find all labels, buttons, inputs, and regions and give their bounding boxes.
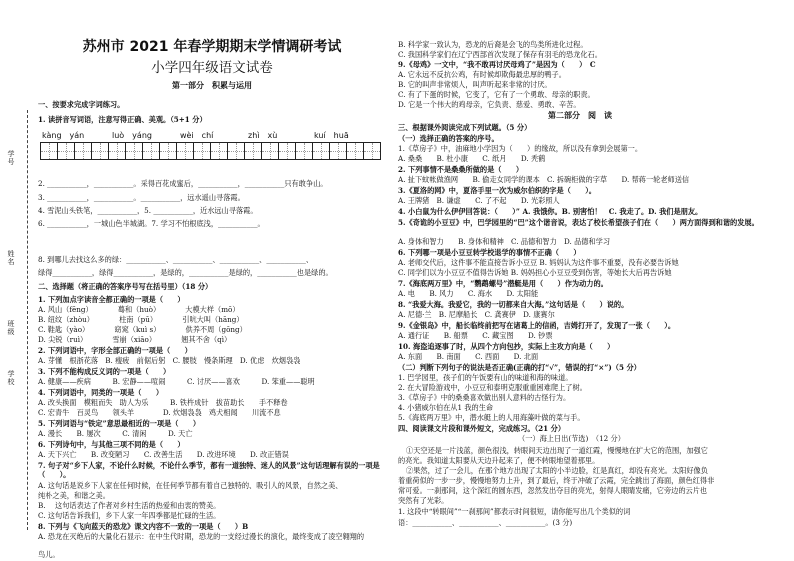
passage-line: ①天空还是一片浅蓝，颜色很浅，转眼间天边出现了一道红霞，慢慢地在扩大它的范围，加强它 xyxy=(406,446,708,455)
question-text: 4. 下列词语中，同类的一项是（ ） xyxy=(38,388,164,397)
fill-blank-line: 6. ___________，一城山色半城湖。7. 学习不怕根底浅，___________。 xyxy=(38,219,265,228)
part-heading: 第二部分 阅 读 xyxy=(548,110,612,120)
option-line: A. 王牌猪 B. 谦虚 C. 了不起 D. 光彩照人 xyxy=(398,196,560,205)
question-text: 4. 小白鼠为什么伊伊回答说：（ ）” A. 我饿你。B. 别害怕！ C. 我走了。D. 我们是朋友。 xyxy=(398,207,703,216)
section-heading: 一、按要求完成字词练习。 xyxy=(38,100,125,109)
passage-title: （一）海上日出(节选) （12 分） xyxy=(518,434,625,443)
passage-line: 着重荷似的一步一步，慢慢地努力上升，到了最后，终于冲破了云霞，完全跳出了海面，颜色红得非 xyxy=(398,476,715,485)
question-text: 1.《草房子》中，油麻地小学因为（ ）的缘故，所以没有拿到会展第一。 xyxy=(398,144,643,153)
option-line: A. 漫长 B. 屡次 C. 清闲 D. 天亡 xyxy=(38,429,193,438)
question-text: 1. 下列加点字读音全都正确的一项是（ ） xyxy=(38,295,185,304)
option-line: A. 通行证 B. 船票 C. 藏宝图 D. 钞票 xyxy=(398,331,553,340)
option-line: C. 同学们以为小豆豆不值得告诉她 B. 妈妈担心小豆豆受到伤害，等她长大后再告诉她 xyxy=(398,268,672,277)
binding-margin xyxy=(0,0,34,561)
pinyin-label: luò yáng xyxy=(112,131,152,140)
question-text: 1. 读拼音写词语，注意写得正确、美观。（5+1 分） xyxy=(38,115,207,124)
writing-grid[interactable] xyxy=(176,142,245,159)
question-text: 10. 海盗追逐事了时，从四个方向包抄，实际上主攻方向是（ ） xyxy=(398,342,615,351)
writing-grid[interactable] xyxy=(244,142,313,159)
judgement-line: 1. 巴学园里，孩子们的午饭要有山的味道和海的味道。 xyxy=(398,373,573,382)
judgement-line: 4. 小猪威尔伯在从1 我的生命 xyxy=(398,403,494,412)
fill-blank-line: 绿得___________，绿得___________，是绿的，___________是绿的，___________也是绿的。 xyxy=(38,268,333,277)
right-column xyxy=(398,0,782,561)
left-column xyxy=(38,0,386,561)
writing-grid[interactable] xyxy=(108,142,177,159)
question-text: 3.《夏洛的网》中，夏洛手里一次为威尔伯织的字是（ ）。 xyxy=(398,186,596,195)
passage-line: 的亮光。我知道太阳要从天边升起来了，便不转眼地望着那里。 xyxy=(398,456,600,465)
fill-blank-line: 8. 到哪儿去找这么多的绿：___________、___________、___________、___________、 xyxy=(38,255,314,264)
option-line: A. 风山（fēng） 蓦和（huò） 大模大样（mō） xyxy=(38,305,240,314)
margin-label-school: 学校 xyxy=(7,370,15,386)
option-line: D. 它是一个伟大的鸡母亲，它负责、慈爱、勇敢、辛苦。 xyxy=(398,100,581,109)
option-line: C. 鞋匙（yào） 窈窕（kuì s） 供养不周（gōng） xyxy=(38,325,247,334)
option-line: A. 天下兴亡 B. 改变陋习 C. 改善生活 D. 改进环境 D. 改正错误 xyxy=(38,450,289,459)
option-line: A. 它永远不反抗公鸡，有时候却欺侮最忠厚的鸭子。 xyxy=(398,70,566,79)
question-text: 9.《母鸡》一文中，“我不敢再讨厌母鸡了”是因为（ ） C xyxy=(398,60,596,69)
passage-line: ②果然，过了一会儿，在那个地方出现了太阳的小半边脸，红是真红，却没有亮光。太阳好像负 xyxy=(406,466,708,475)
option-line: 纯朴之美，和谐之美。 xyxy=(38,491,110,500)
question-text: 7. 句子对“乡下人家，不论什么时候，不论什么季节，都有一道独特、迷人的风景”这句话理解有误的一项是（ ）。 xyxy=(38,461,380,479)
question-text: 5. 下列词语与“铁定”意思最相近的一项是（ ） xyxy=(38,419,201,428)
option-line: A. 这句话是说乡下人家在任何时候，在任何季节都有着自己独特的、吸引人的风景，自然之美、 xyxy=(38,481,343,490)
part-heading: 第一部分 积累与运用 xyxy=(172,80,252,90)
question-text: 3. 下列不能构成反义词的一项是（ ） xyxy=(38,367,171,376)
question-text: 2. 下列事情不是桑桑所做的是（ ） xyxy=(398,165,524,174)
passage-line: 常可爱。一刹那间，这个深红的圆东西，忽然发出夺目的亮光，射得人眼睛发痛，它旁边的云片也 xyxy=(398,486,708,495)
question-text: 1. 这段中“转眼间”“一刹那间”都表示时间很短，请你能写出几个类似的词 xyxy=(398,507,631,516)
section-heading: 四、阅读课文片段和课外短文，完成练习。（21 分） xyxy=(398,424,566,433)
option-line: A. 老师交代后，这件事不能直接告诉小豆豆 B. 妈妈认为这件事不重要，没有必要告诉她 xyxy=(398,258,679,267)
margin-label-name: 姓名 xyxy=(7,250,15,266)
question-text: 7.《海底两万里》中，“鹦鹉螺号”潜艇是用（ ）作为动力的。 xyxy=(398,279,608,288)
pinyin-label: kàng yán xyxy=(42,131,85,140)
question-text: 5.《奇诡的小豆豆》中，巴学园里的“巴”这个谐音说，表达了校长希望孩子们在（ ）两方面得到和谐的发展。 xyxy=(398,218,759,227)
fill-blank-line: 4. 雪泥山头铁笔，___________，5. ___________，近水远山寻落霞。 xyxy=(38,206,258,215)
question-text: 9.《金银岛》中，船长临终前把写在诸葛上的信函，吉姆打开了，发现了一张（ ）。 xyxy=(398,321,676,330)
cut-line xyxy=(27,110,28,530)
writing-grid[interactable] xyxy=(40,142,109,159)
margin-label-class: 班级 xyxy=(7,320,15,336)
fill-blank-line: 语：___________、___________、___________。(3 分) xyxy=(398,518,573,527)
option-line: A. 扯下蚊帐做渔网 B. 偷走女同学的课本 C. 拆碗柜做的字草 D. 帮蒋一轮老师送信 xyxy=(398,175,690,184)
option-line: B. 科学家一致认为，恐龙的后裔是会飞的鸟类所进化过程。 xyxy=(398,40,588,49)
judgement-line: 5.《海底两万里》中，潜水艇上的人用海藻叶做的菜与手。 xyxy=(398,413,585,422)
pinyin-label: zhì xù xyxy=(248,131,278,140)
option-line: A. 尼德·兰 B. 尼摩船长 C. 龚赛伊 D. 康赛尔 xyxy=(398,310,555,319)
judgement-line: 2. 在大冒险游戏中，小豆豆和泰明克服重重困难爬上了树。 xyxy=(398,383,587,392)
option-line: D. 尖锐（ruì） 雪崩（xiāo） 翘其不舍（qì） xyxy=(38,335,232,344)
option-line: A. 桑桑 B. 杜小康 C. 纸月 D. 秃鹤 xyxy=(398,154,546,163)
option-line: C. 有了下蛋的时候，它变了，它有了一个勇敢、母亲的职责。 xyxy=(398,90,595,99)
exam-title: 苏州市 2021 年春学期期末学情调研考试 xyxy=(82,39,342,55)
section-heading: 三、根据课外阅读完成下列试题。（5 分） xyxy=(398,123,532,132)
option-line: B. 纽纹（zhòu） 柱南（pū） 引吭大叫（hāng） xyxy=(38,315,244,324)
pinyin-label: wèi chí xyxy=(180,131,214,140)
option-line: B. 这句话表达了作者对乡村生活的热爱和由衷的赞美。 xyxy=(38,501,221,510)
section-heading: 二、选择题（将正确的答案序号写在括号里）（18 分） xyxy=(38,282,213,291)
question-text: 6. 下列哪一项是小豆豆转学校退学的事情不正确（ ） xyxy=(398,248,581,257)
option-line: A. 健康——疾病 B. 宏静——喧闹 C. 讨厌——喜欢 D. 笨重——聪明 xyxy=(38,377,315,386)
section-heading: （二）判断下列句子的说法是否正确(正确的打“√”，错误的打“×”)（5 分） xyxy=(398,363,641,372)
judgement-line: 3.《草房子》中的桑桑喜欢做出别人意料的古怪行为。 xyxy=(398,393,571,402)
option-line: A. 电 B. 风力 C. 海水 D. 太阳能 xyxy=(398,289,539,298)
fill-blank-line: 2. ___________，___________。采得百花成蜜后，___________，___________只有敢争山。 xyxy=(38,179,328,188)
option-line: B. 它的叫声非常烦人，叫声听起来非常的讨厌。 xyxy=(398,80,552,89)
margin-label-student-id: 学号 xyxy=(7,150,15,166)
option-line: 鸟儿。 xyxy=(38,550,60,559)
pinyin-label: kuí huā xyxy=(314,131,349,140)
question-text: 6. 下列诗句中，与其他三项不同的是（ ） xyxy=(38,440,185,449)
option-line: C. 宏青牛 百灵鸟 领头羊 D. 炊烟袅袅 鸡犬相闻 川流不息 xyxy=(38,408,281,417)
option-line: A. 芽懂 根浙花落 B. 瘦疲 前倨后躬 C. 腰肢 慢条斯理 D. 优虑 炊烟袅袅 xyxy=(38,356,301,365)
option-line: A. 恐龙在灭绝后的大量化石显示：在中生代时期，恐龙的一支经过漫长的演化，最终变成了凌空翱翔的 xyxy=(38,532,365,541)
question-text: 2. 下列词语中，字形全部正确的一项是（ ） xyxy=(38,346,192,355)
option-line: C. 这句话告诉我们，乡下人家一年四季都是忙碌的生活。 xyxy=(38,511,221,520)
passage-line: 突然有了光彩。 xyxy=(398,496,449,505)
question-text: 8. 下列与《飞向蓝天的恐龙》课文内容不一致的一项是（ ）B xyxy=(38,522,249,531)
option-line: A. 改头换面 模粗而失 助人为乐 B. 铁杵成针 拔苗助长 手不释卷 xyxy=(38,398,288,407)
fill-blank-line: 3. ___________，___________。___________，远水遥山寻落霞。 xyxy=(38,193,245,202)
question-text: 8. “我爱大海。我爱它，我的一切都来自大海。”这句话是（ ）说的。 xyxy=(398,300,629,309)
exam-subtitle: 小学四年级语文试卷 xyxy=(151,60,273,76)
option-line: A. 东面 B. 南面 C. 西面 D. 北面 xyxy=(398,352,539,361)
option-line: A. 身体和智力 B. 身体和精神 C. 品德和智力 D. 品德和学习 xyxy=(398,237,611,246)
section-heading: （一）选择正确的答案的序号。 xyxy=(398,134,499,143)
writing-grid[interactable] xyxy=(312,142,381,159)
option-line: C. 我国科学家们在辽宁西部首次发现了保存有羽毛的恐龙化石。 xyxy=(398,50,602,59)
